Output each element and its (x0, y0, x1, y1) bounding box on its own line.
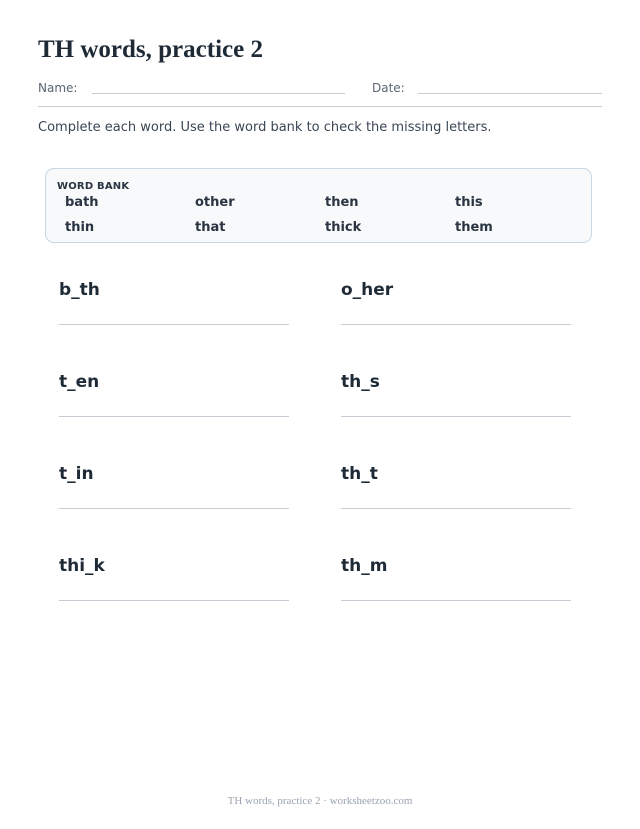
exercise-prompt: o_her (341, 280, 394, 300)
exercise-prompt: t_en (59, 372, 100, 392)
word-bank-word: then (325, 195, 359, 210)
answer-line[interactable] (59, 416, 289, 417)
word-bank-label: WORD BANK (57, 181, 130, 192)
answer-line[interactable] (59, 324, 289, 325)
exercise-prompt: t_in (59, 464, 94, 484)
name-date-row (38, 80, 602, 107)
exercise-prompt: b_th (59, 280, 100, 300)
exercise-item (59, 555, 289, 615)
exercise-item (341, 279, 571, 339)
word-bank-grid (65, 194, 585, 244)
exercise-item (59, 463, 289, 523)
exercise-item (341, 463, 571, 523)
word-bank (45, 168, 592, 243)
answer-line[interactable] (341, 600, 571, 601)
date-field[interactable] (418, 93, 602, 94)
exercise-prompt: th_m (341, 556, 388, 576)
word-bank-word: this (455, 195, 483, 210)
answer-line[interactable] (59, 600, 289, 601)
word-bank-word: thick (325, 220, 362, 235)
answer-line[interactable] (341, 324, 571, 325)
exercise-item (341, 555, 571, 615)
exercise-prompt: th_s (341, 372, 380, 392)
exercise-prompt: th_t (341, 464, 378, 484)
answer-line[interactable] (341, 508, 571, 509)
exercise-item (59, 279, 289, 339)
word-bank-word: other (195, 195, 235, 210)
instructions-text: Complete each word. Use the word bank to check the missing letters. (38, 120, 492, 135)
word-bank-word: that (195, 220, 226, 235)
answer-line[interactable] (341, 416, 571, 417)
name-field[interactable] (92, 93, 345, 94)
exercise-item (341, 371, 571, 431)
date-label: Date: (372, 81, 405, 95)
exercise-item (59, 371, 289, 431)
answer-line[interactable] (59, 508, 289, 509)
name-label: Name: (38, 81, 78, 95)
page-title: TH words, practice 2 (38, 36, 263, 63)
page-footer: TH words, practice 2 · worksheetzoo.com (227, 795, 413, 807)
word-bank-word: thin (65, 220, 95, 235)
exercise-prompt: thi_k (59, 556, 105, 576)
word-bank-word: them (455, 220, 493, 235)
word-bank-word: bath (65, 195, 99, 210)
